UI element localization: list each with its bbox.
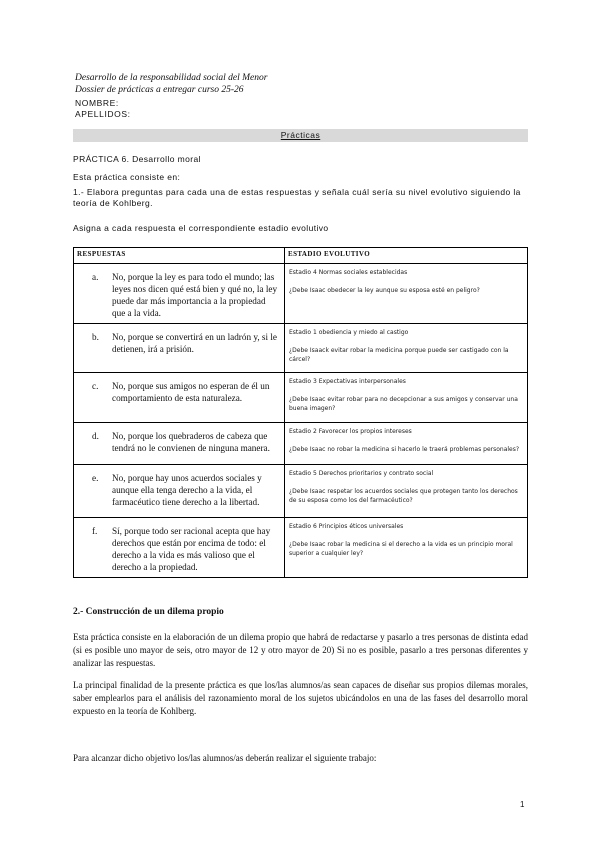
practice-intro: Esta práctica consiste en: xyxy=(73,172,181,182)
course-title: Desarrollo de la responsabilidad social del Menor xyxy=(75,73,268,83)
apellidos-label: APELLIDOS: xyxy=(75,109,131,119)
table-row xyxy=(74,373,528,423)
response-text: No, porque sus amigos no esperan de él un comportamiento de esta naturaleza. xyxy=(112,381,270,403)
page-number: 1 xyxy=(520,800,525,809)
section-bar: Prácticas xyxy=(73,129,528,142)
stage-question: ¿Debe Isaac respetar los acuerdos sociales que protegen tanto los derechos de su esposa como los del farmacéutico? xyxy=(289,488,518,504)
table-row xyxy=(74,423,528,465)
table-row xyxy=(74,465,528,518)
stage-name: Estadio 3 Expectativas interpersonales xyxy=(289,378,406,385)
stage-name: Estadio 6 Principios éticos universales xyxy=(289,523,404,530)
stage-question: ¿Debe Isaac evitar robar para no decepcionar a sus amigos y conservar una buena imagen? xyxy=(289,396,518,412)
nombre-label: NOMBRE: xyxy=(75,98,119,108)
section2-heading: 2.- Construcción de un dilema propio xyxy=(73,607,224,617)
practice-item1-line1: 1.- Elabora preguntas para cada una de estas respuestas y señala cuál sería su nivel evolutivo siguiendo la xyxy=(73,187,521,197)
response-text: No, porque se convertirá en un ladrón y, si le detienen, irá a prisión. xyxy=(112,332,277,354)
response-text: Sí, porque todo ser racional acepta que hay derechos que están por encima de todo: el derecho a la vida es más valioso que el derecho a la propiedad. xyxy=(112,526,271,572)
section2-paragraph-3: Para alcanzar dicho objetivo los/las alumnos/as deberán realizar el siguiente trabajo: xyxy=(73,753,377,763)
section2-paragraph-2: La principal finalidad de la presente práctica es que los/las alumnos/as sean capaces de diseñar sus propios dilemas morales, saber emplearlos para el análisis del razonamiento moral de los sujetos ubicándolos en una de las fases del desarrollo moral expuesto en la teoría de Kohlberg. xyxy=(73,680,528,716)
row-letter: b. xyxy=(92,332,99,342)
practice-item1-line2: teoría de Kohlberg. xyxy=(73,198,153,208)
table-row xyxy=(74,518,528,578)
stage-name: Estadio 1 obediencia y miedo al castigo xyxy=(289,329,409,336)
row-letter: f. xyxy=(92,526,98,536)
stage-question: ¿Debe Isaac robar la medicina si el derecho a la vida es un principio moral superior a cualquier ley? xyxy=(289,541,513,557)
column-header-estadio: ESTADIO EVOLUTIVO xyxy=(285,248,528,264)
stage-question: ¿Debe Isaack evitar robar la medicina porque puede ser castigado con la cárcel? xyxy=(289,347,509,363)
section2-paragraph-1: Esta práctica consiste en la elaboración de un dilema propio que habrá de redactarse y pasarlo a tres personas de distinta edad (si es posible uno mayor de seis, otro mayor de 12 y otro mayor de 20) Si no es posible, pasarlo a tres personas diferentes y analizar las respuestas. xyxy=(73,632,528,668)
table-header-row xyxy=(74,248,528,264)
row-letter: e. xyxy=(92,473,99,483)
response-text: No, porque hay unos acuerdos sociales y aunque ella tenga derecho a la vida, el farmacéutico tiene derecho a la libertad. xyxy=(112,473,262,507)
column-header-respuestas: RESPUESTAS xyxy=(74,248,285,264)
stage-name: Estadio 5 Derechos prioritarios y contrato social xyxy=(289,470,434,477)
stages-table xyxy=(73,247,528,578)
stage-question: ¿Debe Isaac obedecer la ley aunque su esposa esté en peligro? xyxy=(289,287,480,294)
table-row xyxy=(74,324,528,373)
stage-name: Estadio 2 Favorecer los propios intereses xyxy=(289,428,412,435)
table-row xyxy=(74,264,528,324)
row-letter: c. xyxy=(92,381,99,391)
dossier-subtitle: Dossier de prácticas a entregar curso 25-26 xyxy=(75,85,244,95)
stage-question: ¿Debe Isaac no robar la medicina si hacerlo le traerá problemas personales? xyxy=(289,446,520,453)
practice-title: PRÁCTICA 6. Desarrollo moral xyxy=(73,154,201,164)
row-letter: a. xyxy=(92,272,99,282)
response-text: No, porque la ley es para todo el mundo; las leyes nos dicen qué está bien y qué no, la ley puede dar más importancia a la propiedad que a la vida. xyxy=(112,272,278,318)
stage-name: Estadio 4 Normas sociales establecidas xyxy=(289,269,408,276)
assign-instruction: Asigna a cada respuesta el correspondiente estadio evolutivo xyxy=(73,223,329,233)
row-letter: d. xyxy=(92,431,99,441)
response-text: No, porque los quebraderos de cabeza que tendrá no le convienen de ninguna manera. xyxy=(112,431,270,453)
